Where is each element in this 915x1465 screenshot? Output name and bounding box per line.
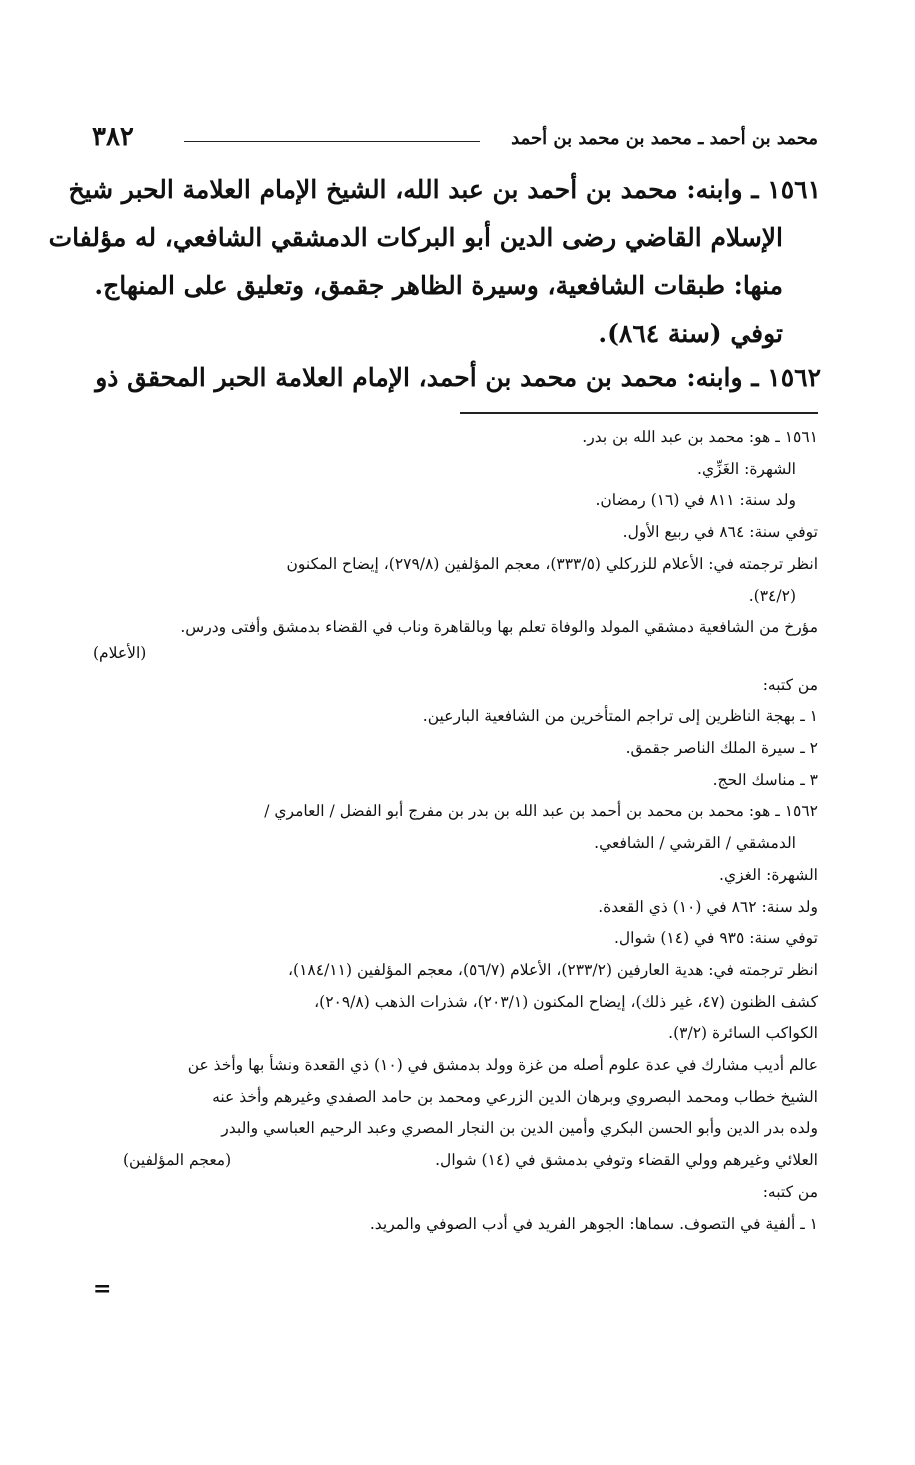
entry-1562 [92,354,821,402]
page-number: ٣٨٢ [92,122,134,152]
note-1562-bio: ولده بدر الدين وأبو الحسن البكري وأمين الدين بن النجار المصري وعبد الرحيم العباسي والبدر [221,1119,818,1138]
note-1561-works-label: من كتبه: [762,675,818,694]
note-1561-bio-source: (الأعلام) [93,643,147,662]
note-1561-bio: مؤرخ من الشافعية دمشقي المولد والوفاة تعلم بها وبالقاهرة وناب في القضاء بدمشق وأفتى ودرس. [180,618,818,637]
note-1562-head: ١٥٦٢ ـ هو: محمد بن محمد بن أحمد بن عبد الله بن بدر بن مفرج أبو الفضل / العامري / [264,802,818,821]
note-1561-work: ١ ـ بهجة الناظرين إلى تراجم المتأخرين من الشافعية البارعين. [422,707,818,726]
entry-line: ١٥٦١ ـ وابنه: محمد بن أحمد بن عبد الله، الشيخ الإمام العلامة الحبر شيخ [68,175,821,204]
entry-1561 [48,166,821,358]
entry-line: منها: طبقات الشافعية، وسيرة الظاهر جقمق، وتعليق على المنهاج. [94,271,783,300]
note-1562-refs: كشف الظنون (٤٧، غير ذلك)، إيضاح المكنون (٢٠٣/١)، شذرات الذهب (٢٠٩/٨)، [314,992,818,1011]
running-header [92,122,818,162]
note-1562-died: توفي سنة: ٩٣٥ في (١٤) شوال. [613,929,818,948]
entry-line: توفي (سنة ٨٦٤). [598,319,783,348]
note-1561-born: ولد سنة: ٨١١ في (١٦) رمضان. [595,491,796,510]
note-1561-head: ١٥٦١ ـ هو: محمد بن عبد الله بن بدر. [582,428,818,446]
note-1562-bio: عالم أديب مشارك في عدة علوم أصله من غزة وولد بدمشق في (١٠) ذي القعدة ونشأ بها وأخذ عن [187,1056,818,1075]
header-rule [184,141,480,142]
note-1561-refs: انظر ترجمته في: الأعلام للزركلي (٣٣٣/٥)، معجم المؤلفين (٢٧٩/٨)، إيضاح المكنون [286,554,818,573]
note-1562-bio: العلائي وغيرهم وولي القضاء وتوفي بدمشق في (١٤) شوال. [435,1151,818,1170]
note-1562-refs: الكواكب السائرة (٣/٢). [668,1024,818,1043]
entry-line: الإسلام القاضي رضى الدين أبو البركات الدمشقي الشافعي، له مؤلفات [48,223,783,252]
header-title: محمد بن أحمد ـ محمد بن محمد بن أحمد [511,128,818,149]
note-1561-work: ٢ ـ سيرة الملك الناصر جقمق. [625,739,818,758]
entry-line: ١٥٦٢ ـ وابنه: محمد بن محمد بن أحمد، الإمام العلامة الحبر المحقق ذو [95,363,821,392]
note-1562-bio: الشيخ خطاب ومحمد البصروي وبرهان الدين الزرعي ومحمد بن حامد الصفدي وغيرهم وأخذ عنه [212,1087,818,1106]
continuation-mark: = [93,1276,112,1302]
note-1561-died: توفي سنة: ٨٦٤ في ربيع الأول. [622,523,818,542]
note-1562-head-cont: الدمشقي / القرشي / الشافعي. [594,834,796,853]
note-1561-refs-cont: (٣٤/٢). [748,586,796,605]
footnotes [93,422,818,1240]
note-1562-work: ١ ـ ألفية في التصوف. سماها: الجوهر الفريد في أدب الصوفي والمريد. [369,1214,818,1233]
footnote-separator [460,412,818,414]
note-1562-works-label: من كتبه: [762,1182,818,1201]
note-1562-refs: انظر ترجمته في: هدية العارفين (٢٣٣/٢)، الأعلام (٥٦/٧)، معجم المؤلفين (١٨٤/١١)، [288,960,818,979]
note-1562-fame: الشهرة: الغزي. [719,865,818,884]
note-1561-fame: الشهرة: الغَزِّي. [697,459,796,478]
note-1561-work: ٣ ـ مناسك الحج. [712,770,818,789]
note-1562-born: ولد سنة: ٨٦٢ في (١٠) ذي القعدة. [598,897,818,916]
note-1562-bio-last [93,1145,818,1177]
note-1562-bio-source: (معجم المؤلفين) [123,1151,232,1170]
